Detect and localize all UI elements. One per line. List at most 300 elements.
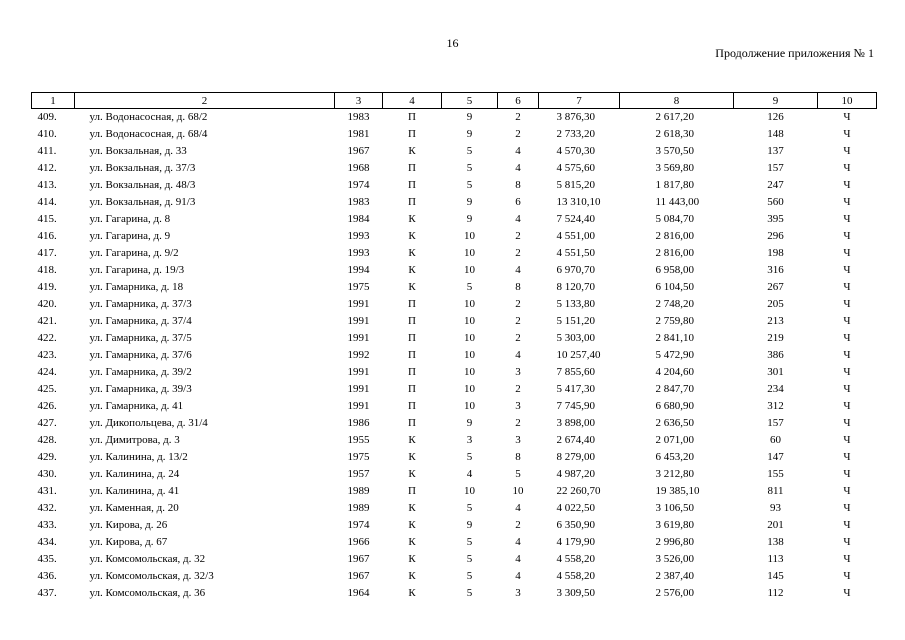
- cell-total-area: 4 570,30: [556, 145, 595, 157]
- table-row: [32, 211, 877, 228]
- cell-wall-material: П: [408, 128, 416, 140]
- cell-entrances: 2: [515, 383, 521, 395]
- cell-floors: 5: [466, 162, 473, 174]
- cell-wall-material: П: [408, 111, 416, 123]
- cell-build-year: 1991: [347, 400, 370, 412]
- cell-row-number: 425.: [37, 383, 57, 395]
- cell-living-area: 2 071,00: [655, 434, 694, 446]
- cell-floors: 10: [464, 230, 475, 242]
- cell-wall-material: П: [408, 332, 416, 344]
- column-header: 8: [620, 93, 734, 109]
- cell-wall-material: К: [408, 145, 416, 157]
- cell-entrances: 4: [515, 536, 521, 548]
- cell-living-area: 2 841,10: [655, 332, 694, 344]
- cell-address: ул. Гамарника, д. 18: [89, 281, 184, 293]
- cell-living-area: 2 576,00: [655, 587, 694, 599]
- cell-ownership: Ч: [843, 366, 851, 378]
- cell-wall-material: К: [408, 570, 416, 582]
- cell-ownership: Ч: [843, 485, 851, 497]
- cell-wall-material: П: [408, 485, 416, 497]
- cell-living-area: 5 084,70: [655, 213, 694, 225]
- cell-address: ул. Калинина, д. 41: [89, 485, 180, 497]
- cell-row-number: 433.: [37, 519, 57, 531]
- cell-row-number: 410.: [37, 128, 57, 140]
- cell-address: ул. Гамарника, д. 41: [89, 400, 184, 412]
- cell-residents: 205: [767, 298, 784, 310]
- cell-living-area: 2 996,80: [655, 536, 694, 548]
- cell-build-year: 1966: [347, 536, 370, 548]
- cell-floors: 10: [464, 315, 475, 327]
- cell-address: ул. Кирова, д. 67: [89, 536, 168, 548]
- cell-residents: 267: [767, 281, 784, 293]
- cell-wall-material: К: [408, 536, 416, 548]
- cell-ownership: Ч: [843, 349, 851, 361]
- cell-address: ул. Димитрова, д. 3: [89, 434, 180, 446]
- cell-total-area: 4 179,90: [556, 536, 595, 548]
- table-row: [32, 143, 877, 160]
- cell-address: ул. Каменная, д. 20: [89, 502, 179, 514]
- cell-total-area: 4 575,60: [556, 162, 595, 174]
- cell-ownership: Ч: [843, 281, 851, 293]
- cell-floors: 5: [466, 553, 473, 565]
- cell-residents: 60: [770, 434, 781, 446]
- cell-residents: 560: [767, 196, 784, 208]
- cell-address: ул. Гагарина, д. 9/2: [89, 247, 179, 259]
- column-header: 6: [498, 93, 539, 109]
- cell-living-area: 2 816,00: [655, 247, 694, 259]
- table-row: [32, 109, 877, 127]
- table-body: [32, 109, 877, 603]
- cell-build-year: 1991: [347, 383, 370, 395]
- cell-address: ул. Водонасосная, д. 68/4: [89, 128, 208, 140]
- cell-floors: 9: [466, 128, 473, 140]
- table-row: [32, 313, 877, 330]
- cell-living-area: 2 816,00: [655, 230, 694, 242]
- cell-residents: 137: [767, 145, 784, 157]
- cell-total-area: 4 987,20: [556, 468, 595, 480]
- cell-residents: 148: [767, 128, 784, 140]
- cell-floors: 5: [466, 145, 473, 157]
- cell-entrances: 4: [515, 264, 521, 276]
- cell-row-number: 421.: [37, 315, 57, 327]
- table-row: [32, 228, 877, 245]
- cell-address: ул. Вокзальная, д. 91/3: [89, 196, 196, 208]
- cell-total-area: 5 303,00: [556, 332, 595, 344]
- table-row: [32, 194, 877, 211]
- cell-build-year: 1989: [347, 485, 370, 497]
- cell-entrances: 4: [515, 162, 521, 174]
- cell-total-area: 4 551,50: [556, 247, 595, 259]
- table-row: [32, 432, 877, 449]
- cell-wall-material: К: [408, 247, 416, 259]
- cell-wall-material: К: [408, 264, 416, 276]
- cell-wall-material: П: [408, 179, 416, 191]
- cell-total-area: 8 120,70: [556, 281, 595, 293]
- cell-living-area: 5 472,90: [655, 349, 694, 361]
- cell-ownership: Ч: [843, 111, 851, 123]
- cell-residents: 112: [767, 587, 784, 599]
- cell-entrances: 5: [515, 468, 521, 480]
- cell-residents: 157: [767, 162, 784, 174]
- cell-residents: 138: [767, 536, 784, 548]
- cell-address: ул. Кирова, д. 26: [89, 519, 168, 531]
- cell-residents: 219: [767, 332, 784, 344]
- cell-entrances: 2: [515, 417, 521, 429]
- cell-living-area: 11 443,00: [655, 196, 700, 208]
- table-row: [32, 398, 877, 415]
- cell-row-number: 436.: [37, 570, 57, 582]
- cell-living-area: 1 817,80: [655, 179, 694, 191]
- cell-build-year: 1989: [347, 502, 370, 514]
- cell-living-area: 2 617,20: [655, 111, 694, 123]
- cell-floors: 5: [466, 451, 473, 463]
- cell-entrances: 4: [515, 213, 521, 225]
- cell-residents: 93: [770, 502, 781, 514]
- cell-row-number: 423.: [37, 349, 57, 361]
- cell-address: ул. Гагарина, д. 19/3: [89, 264, 185, 276]
- cell-address: ул. Гамарника, д. 37/6: [89, 349, 192, 361]
- cell-entrances: 4: [515, 349, 521, 361]
- cell-row-number: 435.: [37, 553, 57, 565]
- cell-living-area: 4 204,60: [655, 366, 694, 378]
- cell-floors: 9: [466, 417, 473, 429]
- cell-ownership: Ч: [843, 196, 851, 208]
- cell-ownership: Ч: [843, 519, 851, 531]
- cell-wall-material: П: [408, 383, 416, 395]
- cell-ownership: Ч: [843, 332, 851, 344]
- table-row: [32, 415, 877, 432]
- cell-build-year: 1993: [347, 247, 370, 259]
- cell-total-area: 5 151,20: [556, 315, 595, 327]
- cell-ownership: Ч: [843, 451, 851, 463]
- cell-build-year: 1994: [347, 264, 370, 276]
- cell-row-number: 409.: [37, 111, 57, 123]
- cell-living-area: 2 847,70: [655, 383, 694, 395]
- table-row: [32, 347, 877, 364]
- cell-build-year: 1993: [347, 230, 370, 242]
- cell-ownership: Ч: [843, 417, 851, 429]
- cell-wall-material: К: [408, 587, 416, 599]
- table-row: [32, 160, 877, 177]
- table-row: [32, 500, 877, 517]
- cell-ownership: Ч: [843, 230, 851, 242]
- cell-ownership: Ч: [843, 315, 851, 327]
- cell-total-area: 3 876,30: [556, 111, 595, 123]
- cell-row-number: 424.: [37, 366, 57, 378]
- cell-row-number: 418.: [37, 264, 57, 276]
- cell-row-number: 412.: [37, 162, 57, 174]
- cell-address: ул. Вокзальная, д. 37/3: [89, 162, 196, 174]
- table-row: [32, 466, 877, 483]
- cell-entrances: 2: [515, 519, 521, 531]
- cell-address: ул. Комсомольская, д. 32/3: [89, 570, 214, 582]
- cell-wall-material: К: [408, 553, 416, 565]
- table-row: [32, 296, 877, 313]
- cell-floors: 10: [464, 264, 475, 276]
- cell-residents: 234: [767, 383, 784, 395]
- cell-row-number: 420.: [37, 298, 57, 310]
- cell-entrances: 8: [515, 179, 521, 191]
- cell-address: ул. Вокзальная, д. 48/3: [89, 179, 196, 191]
- table-row: [32, 534, 877, 551]
- cell-build-year: 1983: [347, 111, 370, 123]
- cell-build-year: 1981: [347, 128, 370, 140]
- cell-entrances: 2: [515, 315, 521, 327]
- table-row: [32, 568, 877, 585]
- cell-residents: 247: [767, 179, 784, 191]
- cell-total-area: 8 279,00: [556, 451, 595, 463]
- column-header: 10: [818, 93, 877, 109]
- table-row: [32, 551, 877, 568]
- cell-residents: 312: [767, 400, 784, 412]
- housing-registry-table: [31, 92, 877, 602]
- cell-ownership: Ч: [843, 400, 851, 412]
- continuation-note: Продолжение приложения № 1: [715, 46, 874, 60]
- cell-address: ул. Калинина, д. 13/2: [89, 451, 188, 463]
- cell-living-area: 2 759,80: [655, 315, 694, 327]
- table-header-row: [32, 93, 877, 109]
- cell-living-area: 3 569,80: [655, 162, 694, 174]
- cell-wall-material: П: [408, 196, 416, 208]
- cell-address: ул. Вокзальная, д. 33: [89, 145, 187, 157]
- cell-living-area: 3 619,80: [655, 519, 694, 531]
- cell-wall-material: К: [408, 519, 416, 531]
- cell-floors: 9: [466, 196, 473, 208]
- cell-build-year: 1983: [347, 196, 370, 208]
- cell-ownership: Ч: [843, 247, 851, 259]
- cell-ownership: Ч: [843, 553, 851, 565]
- cell-floors: 5: [466, 570, 473, 582]
- column-header: 3: [335, 93, 383, 109]
- cell-build-year: 1957: [347, 468, 370, 480]
- cell-total-area: 2 674,40: [556, 434, 595, 446]
- cell-total-area: 4 558,20: [556, 553, 595, 565]
- cell-address: ул. Дикопольцева, д. 31/4: [89, 417, 208, 429]
- table-row: [32, 483, 877, 500]
- cell-row-number: 411.: [37, 145, 57, 157]
- cell-floors: 5: [466, 281, 473, 293]
- cell-build-year: 1991: [347, 366, 370, 378]
- cell-floors: 9: [466, 213, 473, 225]
- cell-address: ул. Водонасосная, д. 68/2: [89, 111, 208, 123]
- cell-entrances: 3: [515, 400, 521, 412]
- cell-floors: 10: [464, 383, 475, 395]
- cell-residents: 126: [767, 111, 784, 123]
- table-row: [32, 449, 877, 466]
- cell-living-area: 6 453,20: [655, 451, 694, 463]
- cell-wall-material: К: [408, 434, 416, 446]
- column-header: 9: [734, 93, 818, 109]
- table-row: [32, 585, 877, 602]
- cell-residents: 157: [767, 417, 784, 429]
- cell-row-number: 417.: [37, 247, 57, 259]
- cell-total-area: 2 733,20: [556, 128, 595, 140]
- cell-address: ул. Гамарника, д. 37/3: [89, 298, 192, 310]
- cell-build-year: 1992: [347, 349, 370, 361]
- cell-floors: 10: [464, 332, 475, 344]
- cell-address: ул. Калинина, д. 24: [89, 468, 180, 480]
- column-header: 7: [539, 93, 620, 109]
- cell-address: ул. Гамарника, д. 39/2: [89, 366, 192, 378]
- cell-build-year: 1991: [347, 298, 370, 310]
- cell-row-number: 426.: [37, 400, 57, 412]
- cell-entrances: 3: [515, 434, 521, 446]
- cell-ownership: Ч: [843, 128, 851, 140]
- cell-living-area: 6 104,50: [655, 281, 694, 293]
- cell-floors: 5: [466, 536, 473, 548]
- cell-address: ул. Гамарника, д. 37/5: [89, 332, 192, 344]
- column-header: 4: [383, 93, 442, 109]
- cell-living-area: 6 958,00: [655, 264, 694, 276]
- cell-total-area: 7 745,90: [556, 400, 595, 412]
- cell-floors: 10: [464, 366, 475, 378]
- cell-residents: 811: [767, 485, 784, 497]
- cell-build-year: 1955: [347, 434, 370, 446]
- cell-entrances: 3: [515, 587, 521, 599]
- cell-entrances: 2: [515, 230, 521, 242]
- cell-living-area: 2 618,30: [655, 128, 694, 140]
- cell-build-year: 1964: [347, 587, 370, 599]
- cell-entrances: 4: [515, 502, 521, 514]
- cell-entrances: 2: [515, 298, 521, 310]
- cell-wall-material: К: [408, 451, 416, 463]
- cell-row-number: 428.: [37, 434, 57, 446]
- cell-row-number: 415.: [37, 213, 57, 225]
- cell-living-area: 2 387,40: [655, 570, 694, 582]
- cell-ownership: Ч: [843, 570, 851, 582]
- cell-floors: 5: [466, 502, 473, 514]
- cell-residents: 155: [767, 468, 784, 480]
- cell-total-area: 22 260,70: [556, 485, 601, 497]
- cell-residents: 395: [767, 213, 784, 225]
- cell-build-year: 1974: [347, 519, 370, 531]
- cell-address: ул. Гамарника, д. 37/4: [89, 315, 192, 327]
- cell-wall-material: П: [408, 366, 416, 378]
- cell-floors: 10: [464, 298, 475, 310]
- cell-build-year: 1974: [347, 179, 370, 191]
- cell-wall-material: П: [408, 417, 416, 429]
- cell-residents: 113: [767, 553, 784, 565]
- cell-wall-material: П: [408, 349, 416, 361]
- cell-ownership: Ч: [843, 383, 851, 395]
- cell-residents: 145: [767, 570, 784, 582]
- cell-row-number: 427.: [37, 417, 57, 429]
- cell-row-number: 429.: [37, 451, 57, 463]
- column-header: 2: [75, 93, 335, 109]
- cell-residents: 198: [767, 247, 784, 259]
- cell-build-year: 1967: [347, 553, 370, 565]
- cell-residents: 386: [767, 349, 784, 361]
- cell-row-number: 413.: [37, 179, 57, 191]
- cell-living-area: 6 680,90: [655, 400, 694, 412]
- cell-floors: 9: [466, 111, 473, 123]
- page-number: 16: [446, 36, 459, 50]
- cell-row-number: 414.: [37, 196, 57, 208]
- cell-floors: 5: [466, 587, 473, 599]
- cell-total-area: 4 022,50: [556, 502, 595, 514]
- cell-ownership: Ч: [843, 298, 851, 310]
- cell-total-area: 3 898,00: [556, 417, 595, 429]
- cell-floors: 10: [464, 485, 475, 497]
- cell-address: ул. Гагарина, д. 9: [89, 230, 171, 242]
- cell-total-area: 5 133,80: [556, 298, 595, 310]
- cell-address: ул. Гамарника, д. 39/3: [89, 383, 192, 395]
- cell-living-area: 3 526,00: [655, 553, 694, 565]
- cell-residents: 213: [767, 315, 784, 327]
- cell-entrances: 4: [515, 553, 521, 565]
- table-row: [32, 364, 877, 381]
- cell-entrances: 2: [515, 128, 521, 140]
- cell-wall-material: П: [408, 162, 416, 174]
- table-row: [32, 279, 877, 296]
- cell-row-number: 430.: [37, 468, 57, 480]
- cell-ownership: Ч: [843, 434, 851, 446]
- cell-total-area: 10 257,40: [556, 349, 601, 361]
- table-row: [32, 126, 877, 143]
- cell-total-area: 4 551,00: [556, 230, 595, 242]
- cell-row-number: 422.: [37, 332, 57, 344]
- cell-ownership: Ч: [843, 468, 851, 480]
- cell-build-year: 1986: [347, 417, 370, 429]
- cell-row-number: 432.: [37, 502, 57, 514]
- cell-living-area: 19 385,10: [655, 485, 700, 497]
- cell-row-number: 434.: [37, 536, 57, 548]
- cell-floors: 9: [466, 519, 473, 531]
- cell-living-area: 2 636,50: [655, 417, 694, 429]
- cell-address: ул. Комсомольская, д. 36: [89, 587, 206, 599]
- cell-entrances: 4: [515, 145, 521, 157]
- cell-entrances: 4: [515, 570, 521, 582]
- cell-total-area: 3 309,50: [556, 587, 595, 599]
- cell-floors: 10: [464, 349, 475, 361]
- cell-residents: 296: [767, 230, 784, 242]
- table-row: [32, 381, 877, 398]
- cell-total-area: 7 855,60: [556, 366, 595, 378]
- cell-residents: 316: [767, 264, 784, 276]
- cell-living-area: 3 570,50: [655, 145, 694, 157]
- cell-residents: 301: [767, 366, 784, 378]
- cell-floors: 10: [464, 247, 475, 259]
- cell-floors: 3: [466, 434, 473, 446]
- cell-living-area: 2 748,20: [655, 298, 694, 310]
- cell-ownership: Ч: [843, 179, 851, 191]
- cell-build-year: 1967: [347, 570, 370, 582]
- cell-build-year: 1968: [347, 162, 370, 174]
- cell-ownership: Ч: [843, 145, 851, 157]
- cell-wall-material: К: [408, 468, 416, 480]
- column-header: 5: [442, 93, 498, 109]
- cell-row-number: 437.: [37, 587, 57, 599]
- cell-total-area: 4 558,20: [556, 570, 595, 582]
- cell-build-year: 1975: [347, 451, 370, 463]
- cell-build-year: 1984: [347, 213, 370, 225]
- cell-total-area: 7 524,40: [556, 213, 595, 225]
- cell-address: ул. Гагарина, д. 8: [89, 213, 171, 225]
- table-row: [32, 177, 877, 194]
- cell-entrances: 8: [515, 281, 521, 293]
- cell-wall-material: П: [408, 315, 416, 327]
- table-row: [32, 262, 877, 279]
- cell-entrances: 2: [515, 111, 521, 123]
- cell-living-area: 3 212,80: [655, 468, 694, 480]
- cell-ownership: Ч: [843, 264, 851, 276]
- cell-ownership: Ч: [843, 213, 851, 225]
- cell-build-year: 1991: [347, 315, 370, 327]
- cell-entrances: 3: [515, 366, 521, 378]
- cell-build-year: 1967: [347, 145, 370, 157]
- cell-ownership: Ч: [843, 162, 851, 174]
- cell-entrances: 2: [515, 332, 521, 344]
